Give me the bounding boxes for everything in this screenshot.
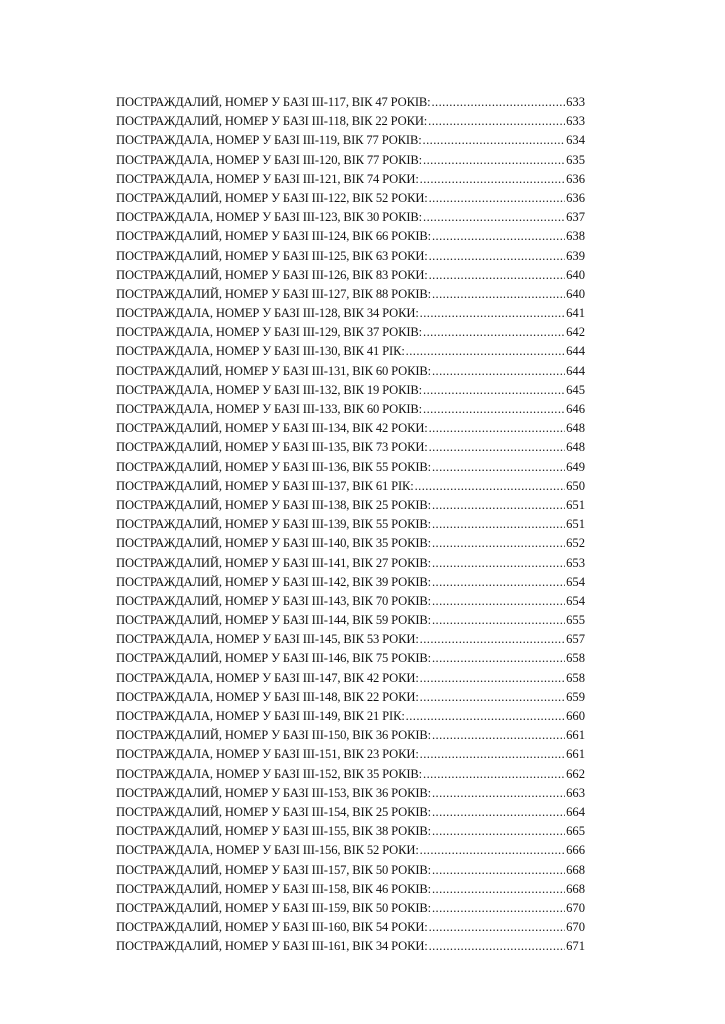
toc-entry-title: ПОСТРАЖДАЛА, НОМЕР У БАЗІ ІІІ-123, ВІК 30 РОКІВ: — [116, 210, 423, 225]
toc-entry-title: ПОСТРАЖДАЛИЙ, НОМЕР У БАЗІ ІІІ-142, ВІК 39 РОКІВ: — [116, 574, 431, 589]
dot-leader — [423, 133, 566, 148]
toc-entry-title: ПОСТРАЖДАЛИЙ, НОМЕР У БАЗІ ІІІ-140, ВІК 35 РОКІВ: — [116, 536, 431, 551]
toc-entry[interactable] — [116, 536, 585, 555]
toc-entry[interactable] — [116, 786, 585, 805]
dot-leader — [432, 824, 565, 839]
toc-entry[interactable] — [116, 805, 585, 824]
toc-entry[interactable] — [116, 306, 585, 325]
dot-leader — [423, 383, 565, 398]
toc-entry-title: ПОСТРАЖДАЛИЙ, НОМЕР У БАЗІ ІІІ-139, ВІК 55 РОКІВ: — [116, 517, 431, 532]
toc-entry[interactable] — [116, 191, 585, 210]
toc-page-number: 665 — [566, 824, 585, 839]
toc-entry-title: ПОСТРАЖДАЛИЙ, НОМЕР У БАЗІ ІІІ-154, ВІК 25 РОКІВ: — [116, 804, 431, 819]
toc-page-number: 648 — [566, 421, 585, 436]
toc-entry-title: ПОСТРАЖДАЛА, НОМЕР У БАЗІ ІІІ-128, ВІК 34 РОКИ: — [116, 306, 419, 321]
toc-page-number: 661 — [566, 728, 585, 743]
toc-page-number: 633 — [566, 114, 585, 129]
toc-entry-title: ПОСТРАЖДАЛИЙ, НОМЕР У БАЗІ ІІІ-118, ВІК 22 РОКИ: — [116, 114, 428, 129]
dot-leader — [429, 268, 565, 283]
toc-page-number: 658 — [566, 670, 585, 685]
toc-entry[interactable] — [116, 287, 585, 306]
toc-entry[interactable] — [116, 690, 585, 709]
toc-page-number: 668 — [566, 881, 585, 896]
toc-entry[interactable] — [116, 229, 585, 248]
dot-leader — [420, 306, 565, 321]
table-of-contents — [116, 95, 585, 958]
dot-leader — [415, 479, 565, 494]
toc-page-number: 653 — [566, 555, 585, 570]
dot-leader — [420, 671, 565, 686]
toc-entry-title: ПОСТРАЖДАЛИЙ, НОМЕР У БАЗІ ІІІ-153, ВІК 36 РОКІВ: — [116, 785, 431, 800]
toc-entry-title: ПОСТРАЖДАЛА, НОМЕР У БАЗІ ІІІ-133, ВІК 60 РОКІВ: — [116, 402, 423, 416]
toc-page-number: 668 — [566, 862, 585, 877]
dot-leader — [423, 325, 565, 340]
toc-page-number: 670 — [566, 900, 585, 915]
dot-leader — [428, 114, 565, 129]
toc-page-number: 657 — [566, 632, 585, 647]
dot-leader — [432, 863, 565, 878]
toc-entry[interactable] — [116, 651, 585, 670]
toc-page-number: 641 — [566, 306, 585, 321]
toc-page-number: 637 — [566, 210, 585, 225]
dot-leader — [429, 920, 565, 935]
toc-entry-title: ПОСТРАЖДАЛИЙ, НОМЕР У БАЗІ ІІІ-143, ВІК 70 РОКІВ: — [116, 593, 431, 608]
toc-entry-title: ПОСТРАЖДАЛА, НОМЕР У БАЗІ ІІІ-152, ВІК 35 РОКІВ: — [116, 766, 423, 781]
dot-leader — [432, 556, 565, 571]
toc-entry-title: ПОСТРАЖДАЛА, НОМЕР У БАЗІ ІІІ-121, ВІК 74 РОКИ: — [116, 171, 419, 186]
toc-page-number: 633 — [566, 95, 585, 109]
toc-page-number: 634 — [566, 133, 585, 148]
dot-leader — [432, 805, 565, 820]
toc-entry-title: ПОСТРАЖДАЛА, НОМЕР У БАЗІ ІІІ-120, ВІК 77 РОКІВ: — [116, 152, 423, 167]
dot-leader — [432, 517, 565, 532]
dot-leader — [420, 632, 565, 647]
dot-leader — [432, 901, 565, 916]
toc-page-number: 635 — [566, 152, 585, 167]
dot-leader — [406, 709, 565, 724]
dot-leader — [423, 767, 565, 782]
toc-entry-title: ПОСТРАЖДАЛИЙ, НОМЕР У БАЗІ ІІІ-134, ВІК 42 РОКИ: — [116, 421, 428, 436]
toc-entry[interactable] — [116, 709, 585, 728]
toc-entry[interactable] — [116, 95, 585, 114]
toc-entry-title: ПОСТРАЖДАЛИЙ, НОМЕР У БАЗІ ІІІ-117, ВІК 47 РОКІВ: — [116, 95, 431, 109]
dot-leader — [432, 613, 565, 628]
toc-page-number: 662 — [566, 766, 585, 781]
toc-page-number: 654 — [566, 593, 585, 608]
dot-leader — [432, 229, 565, 244]
toc-page-number: 661 — [566, 747, 585, 762]
toc-entry[interactable] — [116, 498, 585, 517]
toc-entry[interactable] — [116, 920, 585, 939]
toc-page-number: 651 — [566, 517, 585, 532]
toc-entry[interactable] — [116, 479, 585, 498]
toc-page-number: 640 — [566, 286, 585, 301]
dot-leader — [432, 575, 565, 590]
toc-page-number: 642 — [566, 325, 585, 340]
dot-leader — [432, 460, 565, 475]
dot-leader — [423, 210, 565, 225]
dot-leader — [423, 402, 565, 417]
toc-entry[interactable] — [116, 613, 585, 632]
dot-leader — [432, 287, 565, 302]
toc-entry[interactable] — [116, 671, 585, 690]
dot-leader — [423, 153, 565, 168]
toc-entry[interactable] — [116, 249, 585, 268]
toc-page-number: 671 — [566, 939, 585, 954]
dot-leader — [432, 498, 565, 513]
toc-entry-title: ПОСТРАЖДАЛИЙ, НОМЕР У БАЗІ ІІІ-127, ВІК 88 РОКІВ: — [116, 286, 431, 301]
toc-entry[interactable] — [116, 172, 585, 191]
dot-leader — [432, 882, 565, 897]
toc-page-number: 644 — [566, 363, 585, 378]
toc-entry-title: ПОСТРАЖДАЛИЙ, НОМЕР У БАЗІ ІІІ-160, ВІК 54 РОКИ: — [116, 920, 428, 935]
toc-entry-title: ПОСТРАЖДАЛИЙ, НОМЕР У БАЗІ ІІІ-137, ВІК 61 РІК: — [116, 478, 414, 493]
toc-entry[interactable] — [116, 153, 585, 172]
dot-leader — [429, 421, 565, 436]
toc-entry[interactable] — [116, 210, 585, 229]
toc-page-number: 660 — [566, 709, 585, 723]
dot-leader — [420, 172, 565, 187]
toc-entry[interactable] — [116, 843, 585, 862]
toc-entry[interactable] — [116, 344, 585, 363]
toc-entry-title: ПОСТРАЖДАЛА, НОМЕР У БАЗІ ІІІ-119, ВІК 77 РОКІВ: — [116, 133, 422, 148]
toc-entry-title: ПОСТРАЖДАЛА, НОМЕР У БАЗІ ІІІ-151, ВІК 23 РОКИ: — [116, 747, 419, 762]
toc-page-number: 646 — [566, 402, 585, 416]
toc-page-number: 666 — [566, 843, 585, 858]
toc-entry-title: ПОСТРАЖДАЛИЙ, НОМЕР У БАЗІ ІІІ-155, ВІК 38 РОКІВ: — [116, 824, 431, 839]
toc-entry-title: ПОСТРАЖДАЛИЙ, НОМЕР У БАЗІ ІІІ-157, ВІК 50 РОКІВ: — [116, 862, 431, 877]
toc-entry-title: ПОСТРАЖДАЛА, НОМЕР У БАЗІ ІІІ-145, ВІК 53 РОКИ: — [116, 632, 419, 647]
toc-page-number: 636 — [566, 171, 585, 186]
toc-entry-title: ПОСТРАЖДАЛА, НОМЕР У БАЗІ ІІІ-132, ВІК 19 РОКІВ: — [116, 382, 423, 397]
toc-entry[interactable] — [116, 939, 585, 958]
dot-leader — [429, 191, 565, 206]
dot-leader — [432, 728, 565, 743]
toc-entry[interactable] — [116, 824, 585, 843]
toc-entry-title: ПОСТРАЖДАЛА, НОМЕР У БАЗІ ІІІ-130, ВІК 41 РІК: — [116, 344, 405, 359]
toc-entry-title: ПОСТРАЖДАЛИЙ, НОМЕР У БАЗІ ІІІ-146, ВІК 75 РОКІВ: — [116, 651, 431, 666]
toc-entry[interactable] — [116, 882, 585, 901]
toc-page-number: 639 — [566, 248, 585, 263]
toc-page-number: 654 — [566, 574, 585, 589]
dot-leader — [406, 344, 565, 359]
toc-entry[interactable] — [116, 383, 585, 402]
toc-page-number: 659 — [566, 689, 585, 704]
toc-entry-title: ПОСТРАЖДАЛА, НОМЕР У БАЗІ ІІІ-156, ВІК 52 РОКИ: — [116, 843, 419, 858]
toc-page-number: 651 — [566, 497, 585, 512]
toc-entry-title: ПОСТРАЖДАЛИЙ, НОМЕР У БАЗІ ІІІ-150, ВІК 36 РОКІВ: — [116, 728, 431, 743]
toc-entry[interactable] — [116, 114, 585, 133]
dot-leader — [420, 690, 565, 705]
toc-page-number: 636 — [566, 190, 585, 205]
toc-entry[interactable] — [116, 517, 585, 536]
toc-page-number: 658 — [566, 651, 585, 666]
toc-entry[interactable] — [116, 728, 585, 747]
toc-entry-title: ПОСТРАЖДАЛИЙ, НОМЕР У БАЗІ ІІІ-144, ВІК 59 РОКІВ: — [116, 613, 431, 628]
toc-page-number: 650 — [566, 478, 585, 493]
toc-page-number: 648 — [566, 440, 585, 455]
toc-entry-title: ПОСТРАЖДАЛА, НОМЕР У БАЗІ ІІІ-147, ВІК 42 РОКИ: — [116, 670, 419, 685]
toc-entry-title: ПОСТРАЖДАЛИЙ, НОМЕР У БАЗІ ІІІ-161, ВІК 34 РОКИ: — [116, 939, 428, 954]
toc-entry[interactable] — [116, 364, 585, 383]
toc-entry[interactable] — [116, 325, 585, 344]
toc-entry[interactable] — [116, 594, 585, 613]
dot-leader — [432, 95, 566, 110]
dot-leader — [429, 939, 565, 954]
toc-entry-title: ПОСТРАЖДАЛИЙ, НОМЕР У БАЗІ ІІІ-138, ВІК 25 РОКІВ: — [116, 497, 431, 512]
toc-entry[interactable] — [116, 863, 585, 882]
toc-entry[interactable] — [116, 632, 585, 651]
toc-entry[interactable] — [116, 901, 585, 920]
toc-entry-title: ПОСТРАЖДАЛИЙ, НОМЕР У БАЗІ ІІІ-122, ВІК 52 РОКИ: — [116, 190, 428, 205]
toc-entry-title: ПОСТРАЖДАЛИЙ, НОМЕР У БАЗІ ІІІ-131, ВІК 60 РОКІВ: — [116, 363, 431, 378]
toc-entry-title: ПОСТРАЖДАЛА, НОМЕР У БАЗІ ІІІ-129, ВІК 37 РОКІВ: — [116, 325, 423, 340]
toc-entry-title: ПОСТРАЖДАЛИЙ, НОМЕР У БАЗІ ІІІ-159, ВІК 50 РОКІВ: — [116, 900, 431, 915]
toc-entry[interactable] — [116, 402, 585, 421]
toc-page-number: 670 — [566, 920, 585, 935]
toc-page-number: 649 — [566, 459, 585, 474]
toc-entry[interactable] — [116, 460, 585, 479]
dot-leader — [429, 440, 565, 455]
toc-page-number: 652 — [566, 536, 585, 551]
dot-leader — [432, 786, 565, 801]
toc-entry[interactable] — [116, 440, 585, 459]
dot-leader — [420, 747, 565, 762]
toc-entry[interactable] — [116, 747, 585, 766]
toc-page-number: 644 — [566, 344, 585, 359]
toc-entry-title: ПОСТРАЖДАЛИЙ, НОМЕР У БАЗІ ІІІ-158, ВІК 46 РОКІВ: — [116, 881, 431, 896]
toc-page-number: 655 — [566, 613, 585, 628]
toc-entry[interactable] — [116, 268, 585, 287]
dot-leader — [429, 249, 565, 264]
dot-leader — [420, 843, 565, 858]
toc-entry[interactable] — [116, 133, 585, 152]
toc-entry-title: ПОСТРАЖДАЛИЙ, НОМЕР У БАЗІ ІІІ-136, ВІК 55 РОКІВ: — [116, 459, 431, 474]
dot-leader — [432, 651, 565, 666]
dot-leader — [432, 364, 565, 379]
toc-entry[interactable] — [116, 556, 585, 575]
toc-entry[interactable] — [116, 575, 585, 594]
toc-page-number: 664 — [566, 804, 585, 819]
toc-entry-title: ПОСТРАЖДАЛА, НОМЕР У БАЗІ ІІІ-148, ВІК 22 РОКИ: — [116, 689, 419, 704]
toc-page-number: 640 — [566, 267, 585, 282]
toc-entry[interactable] — [116, 421, 585, 440]
toc-page-number: 645 — [566, 382, 585, 397]
dot-leader — [432, 594, 565, 609]
toc-entry-title: ПОСТРАЖДАЛИЙ, НОМЕР У БАЗІ ІІІ-141, ВІК 27 РОКІВ: — [116, 555, 431, 570]
toc-entry-title: ПОСТРАЖДАЛИЙ, НОМЕР У БАЗІ ІІІ-124, ВІК 66 РОКІВ: — [116, 229, 431, 244]
toc-entry[interactable] — [116, 767, 585, 786]
toc-entry-title: ПОСТРАЖДАЛИЙ, НОМЕР У БАЗІ ІІІ-125, ВІК 63 РОКИ: — [116, 248, 428, 263]
toc-entry-title: ПОСТРАЖДАЛА, НОМЕР У БАЗІ ІІІ-149, ВІК 21 РІК: — [116, 709, 405, 723]
toc-page-number: 663 — [566, 785, 585, 800]
dot-leader — [432, 536, 565, 551]
toc-entry-title: ПОСТРАЖДАЛИЙ, НОМЕР У БАЗІ ІІІ-126, ВІК 83 РОКИ: — [116, 267, 428, 282]
toc-page-number: 638 — [566, 229, 585, 244]
toc-entry-title: ПОСТРАЖДАЛИЙ, НОМЕР У БАЗІ ІІІ-135, ВІК 73 РОКИ: — [116, 440, 428, 455]
